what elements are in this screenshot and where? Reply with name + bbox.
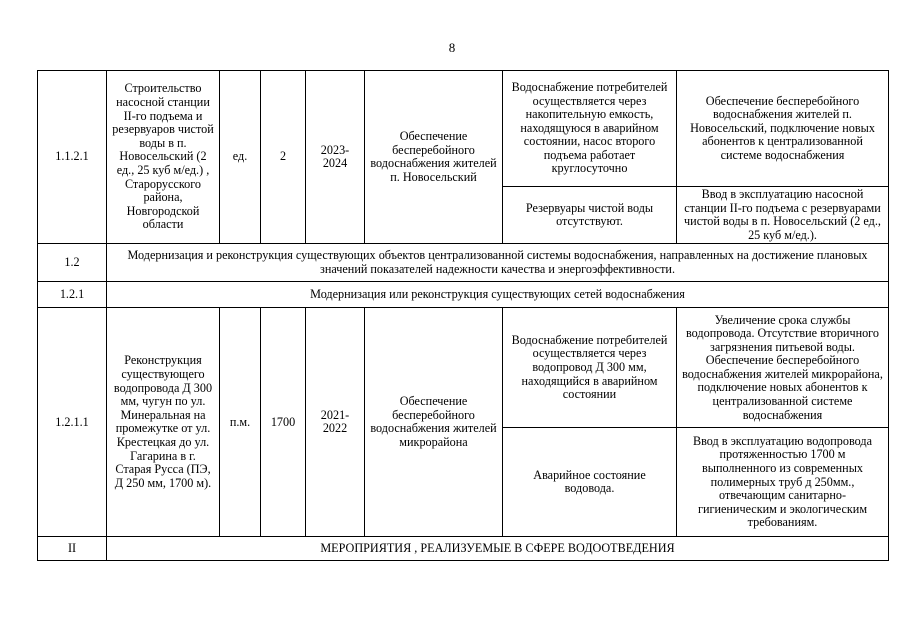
unit-cell: ед. xyxy=(220,71,261,244)
expected-result-cell: Ввод в эксплуатацию насосной станции II-го подъема с резервуарами чистой воды в п. Новосельский (2 ед., 25 куб м/ед.). xyxy=(677,187,889,244)
row-code: 1.1.2.1 xyxy=(38,71,107,244)
period-cell: 2021-2022 xyxy=(306,308,365,537)
expected-result-cell: Обеспечение бесперебойного водоснабжения жителей п. Новосельский, подключение новых абонентов к централизованной системе водоснабжения xyxy=(677,71,889,187)
row-code: II xyxy=(38,537,107,561)
expected-result-cell: Увеличение срока службы водопровода. Отсутствие вторичного загрязнения питьевой воды. Обеспечение бесперебойного водоснабжения жителей микрорайона, подключение новых абонентов к централизованной системе водоснабжения xyxy=(677,308,889,428)
quantity-cell: 1700 xyxy=(261,308,306,537)
table-row xyxy=(38,71,889,187)
section-heading: МЕРОПРИЯТИЯ , РЕАЛИЗУЕМЫЕ В СФЕРЕ ВОДООТВЕДЕНИЯ xyxy=(107,537,889,561)
current-state-cell: Аварийное состояние водовода. xyxy=(503,428,677,537)
expected-result-cell: Ввод в эксплуатацию водопровода протяженностью 1700 м выполненного из современных полимерных труб д 250мм., отвечающим санитарно-гигиеническим и экологическим требованиям. xyxy=(677,428,889,537)
measure-name: Строительство насосной станции II-го подъема и резервуаров чистой воды в п. Новосельский (2 ед., 25 куб м/ед.) , Старорусского района, Новгородской области xyxy=(107,71,220,244)
row-code: 1.2.1.1 xyxy=(38,308,107,537)
quantity-cell: 2 xyxy=(261,71,306,244)
period-cell: 2023-2024 xyxy=(306,71,365,244)
measure-name: Реконструкция существующего водопровода Д 300 мм, чугун по ул. Минеральная на промежутке от ул. Крестецкая до ул. Гагарина в г. Старая Русса (ПЭ, Д 250 мм, 1700 м). xyxy=(107,308,220,537)
current-state-cell: Водоснабжение потребителей осуществляется через накопительную емкость, находящуюся в аварийном состоянии, насос второго подъема работает круглосуточно xyxy=(503,71,677,187)
row-code: 1.2.1 xyxy=(38,282,107,308)
page-number: 8 xyxy=(448,40,456,55)
subsection-heading: Модернизация или реконструкция существующих сетей водоснабжения xyxy=(107,282,889,308)
goal-cell: Обеспечение бесперебойного водоснабжения жителей п. Новосельский xyxy=(365,71,503,244)
table-row xyxy=(38,308,889,428)
section-heading: Модернизация и реконструкция существующих объектов централизованной системы водоснабжения, направленных на достижение плановых значений показателей надежности качества и энергоэффективности. xyxy=(107,244,889,282)
unit-cell: п.м. xyxy=(220,308,261,537)
table-row xyxy=(38,282,889,308)
current-state-cell: Резервуары чистой воды отсутствуют. xyxy=(503,187,677,244)
current-state-cell: Водоснабжение потребителей осуществляется через водопровод Д 300 мм, находящийся в аварийном состоянии xyxy=(503,308,677,428)
row-code: 1.2 xyxy=(38,244,107,282)
table-row xyxy=(38,244,889,282)
goal-cell: Обеспечение бесперебойного водоснабжения жителей микрорайона xyxy=(365,308,503,537)
measures-table xyxy=(37,70,889,561)
table-row xyxy=(38,537,889,561)
